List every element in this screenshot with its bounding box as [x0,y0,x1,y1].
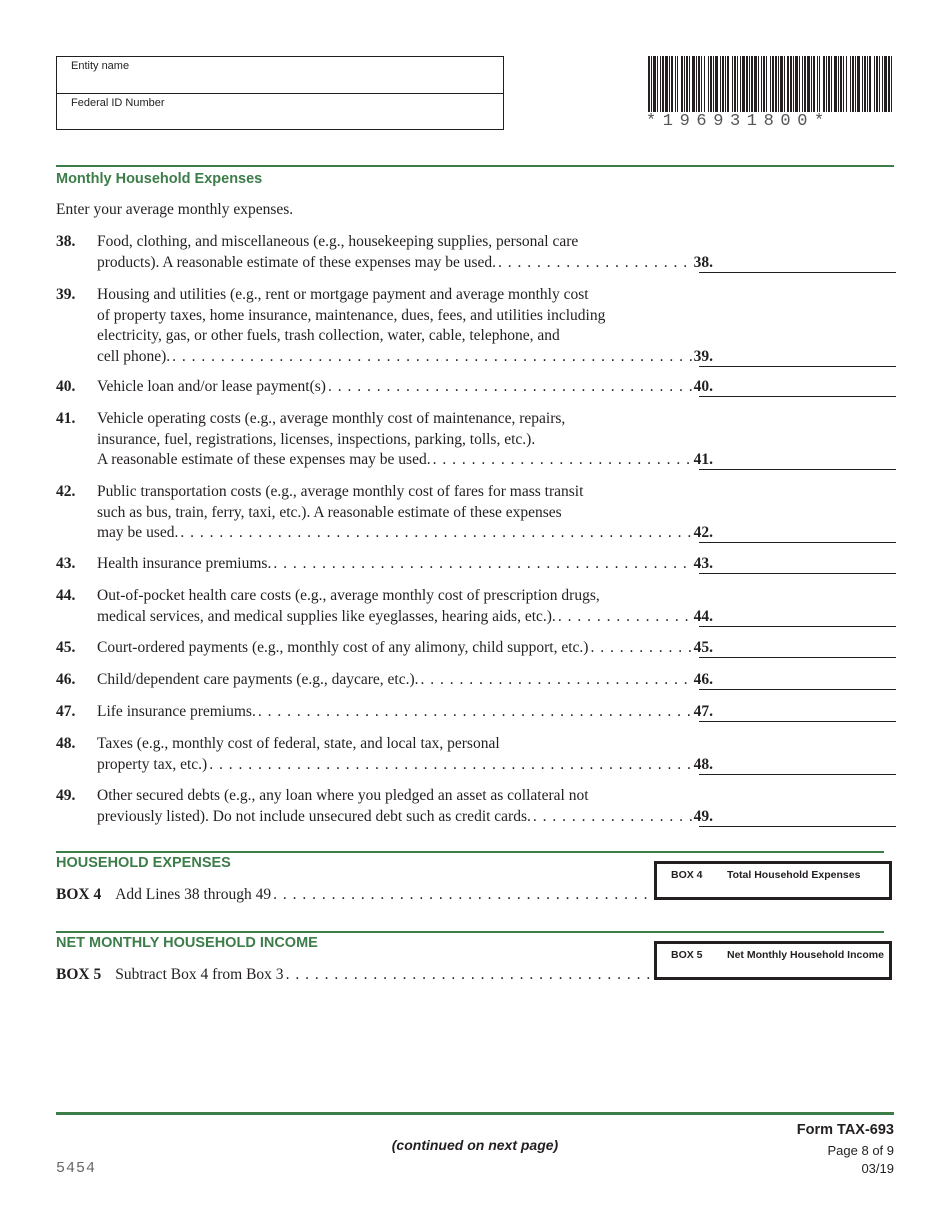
line-text: Public transportation costs (e.g., average monthly cost of fares for mass transit [97,483,584,500]
line-number: 41. [56,410,76,427]
line-ref-number: 47. [693,703,713,720]
box4-total-field[interactable] [654,861,892,900]
line-ref-number: 38. [693,253,713,271]
box5-number: BOX 5 [671,949,703,961]
amount-entry-line[interactable] [699,641,896,658]
line-description [97,670,713,691]
amount-entry-line[interactable] [699,526,896,543]
line-number: 38. [56,233,76,250]
amount-entry-line[interactable] [699,453,896,470]
line-text: Child/dependent care payments (e.g., daycare, etc.). [97,671,419,688]
box4-total-label: Total Household Expenses [727,869,861,881]
line-number: 39. [56,286,76,303]
line-number: 47. [56,703,76,720]
leader-dots [533,807,692,828]
line-ref-number: 49. [693,807,713,825]
line-description [97,285,713,367]
line-text: property tax, etc.) [97,755,208,773]
line-text: Vehicle operating costs (e.g., average monthly cost of maintenance, repairs, [97,410,566,427]
line-description [97,409,713,471]
section-intro: Enter your average monthly expenses. [56,201,294,218]
line-number: 48. [56,735,76,752]
line-text: medical services, and medical supplies like eyeglasses, hearing aids, etc.). [97,607,556,625]
line-number: 42. [56,483,76,500]
line-text: Vehicle loan and/or lease payment(s) [97,378,326,395]
document-code: 5454 [56,1160,97,1177]
line-ref-number: 42. [693,524,713,541]
line-text: insurance, fuel, registrations, licenses, inspections, parking, tolls, etc.). [97,430,536,448]
amount-entry-line[interactable] [699,758,896,775]
amount-entry-line[interactable] [699,810,896,827]
line-number: 44. [56,587,76,604]
box5-total-label: Net Monthly Household Income [727,949,884,961]
line-ref-number: 40. [693,378,713,395]
line-text: such as bus, train, ferry, taxi, etc.). A reasonable estimate of these expenses [97,503,562,521]
line-number: 40. [56,378,76,395]
leader-dots [273,886,656,904]
amount-entry-line[interactable] [699,610,896,627]
line-ref-number: 45. [693,639,713,656]
line-description [97,586,713,627]
line-description [97,734,713,775]
line-description [97,482,713,544]
line-description [97,377,713,398]
line-text: electricity, gas, or other fuels, trash collection, water, cable, telephone, and [97,327,560,344]
box4-number: BOX 4 [671,869,703,881]
federal-id-label: Federal ID Number [71,97,165,109]
box4-instruction: Add Lines 38 through 49 [115,886,272,903]
line-final-text [97,755,713,776]
leader-dots [172,347,691,368]
footer-divider [56,1112,894,1115]
line-final-text [97,253,713,274]
line-number: 46. [56,671,76,688]
line-text: Food, clothing, and miscellaneous (e.g., housekeeping supplies, personal care [97,233,579,250]
box5-label: BOX 5 [56,966,102,983]
line-ref-number: 48. [693,755,713,773]
net-income-divider [56,931,884,933]
line-description [97,554,713,575]
leader-dots [498,253,692,274]
box5-instruction: Subtract Box 4 from Box 3 [115,966,284,983]
box5-row [56,966,656,984]
line-text: Health insurance premiums. [97,555,272,572]
household-expenses-divider [56,851,884,853]
section-title: Monthly Household Expenses [56,171,263,187]
line-number: 45. [56,639,76,656]
line-final-text [97,554,713,575]
line-description [97,232,713,273]
line-final-text [97,607,713,628]
line-ref-number: 46. [693,671,713,688]
line-description [97,786,713,827]
line-final-text [97,670,713,691]
line-final-text [97,702,713,723]
line-number: 49. [56,787,76,804]
line-text: A reasonable estimate of these expenses may be used. [97,451,431,468]
entity-name-label: Entity name [71,60,130,72]
line-ref-number: 39. [693,347,713,365]
line-text: products). A reasonable estimate of these expenses may be used. [97,253,497,271]
amount-entry-line[interactable] [699,380,896,397]
amount-entry-line[interactable] [699,350,896,367]
line-text: of property taxes, home insurance, maintenance, dues, fees, and utilities including [97,306,606,324]
line-text: Other secured debts (e.g., any loan where you pledged an asset as collateral not [97,787,589,804]
amount-entry-line[interactable] [699,256,896,273]
line-description [97,702,713,723]
household-expenses-title: HOUSEHOLD EXPENSES [56,855,231,871]
box4-label: BOX 4 [56,886,102,903]
entity-info-box [56,56,504,130]
leader-dots [273,554,691,575]
line-text: Taxes (e.g., monthly cost of federal, state, and local tax, personal [97,735,500,752]
line-final-text [97,807,713,828]
continued-note: (continued on next page) [391,1137,559,1153]
line-final-text [97,377,713,398]
line-final-text [97,450,713,471]
revision-date: 03/19 [861,1161,894,1176]
line-ref-number: 44. [693,607,713,625]
leader-dots [328,377,692,398]
box4-row [56,886,656,904]
line-description [97,638,713,659]
entity-name-field[interactable] [57,57,503,93]
page-number: Page 8 of 9 [827,1143,894,1158]
line-text: previously listed). Do not include unsecured debt such as credit cards. [97,807,531,825]
line-text: Housing and utilities (e.g., rent or mortgage payment and average monthly cost [97,286,589,303]
leader-dots [209,755,691,776]
section-divider [56,165,894,167]
net-income-title: NET MONTHLY HOUSEHOLD INCOME [56,935,318,951]
amount-entry-line[interactable] [699,705,896,722]
leader-dots [180,523,691,544]
leader-dots [258,702,692,723]
amount-entry-line[interactable] [699,673,896,690]
line-ref-number: 41. [693,451,713,468]
line-text: Court-ordered payments (e.g., monthly cost of any alimony, child support, etc.) [97,639,589,656]
amount-entry-line[interactable] [699,557,896,574]
line-text: may be used. [97,524,179,541]
leader-dots [558,607,692,628]
line-final-text [97,638,713,659]
line-text: Life insurance premiums. [97,703,256,720]
leader-dots [433,450,692,471]
federal-id-field[interactable] [57,93,503,130]
line-ref-number: 43. [693,555,713,572]
form-name: Form TAX-693 [796,1122,894,1138]
barcode-text: *196931800* [646,112,831,131]
line-text: Out-of-pocket health care costs (e.g., average monthly cost of prescription drugs, [97,587,600,604]
line-final-text [97,347,713,368]
barcode-image [648,56,892,112]
leader-dots [420,670,691,691]
box5-total-field[interactable] [654,941,892,980]
line-text: cell phone). [97,347,171,365]
line-number: 43. [56,555,76,572]
line-final-text [97,523,713,544]
leader-dots [590,638,691,659]
leader-dots [286,966,656,984]
